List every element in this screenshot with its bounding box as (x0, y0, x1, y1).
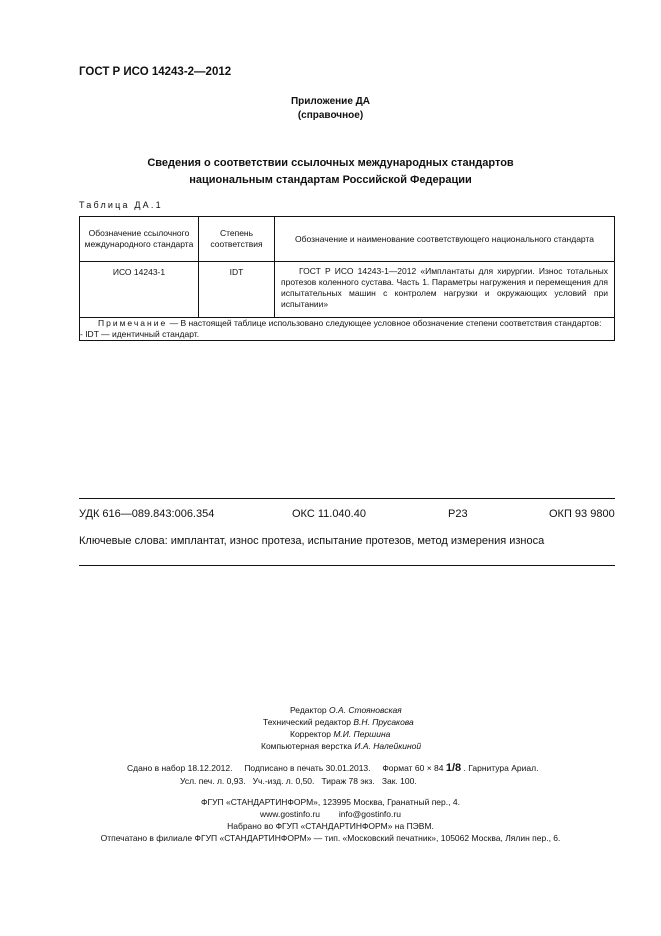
table-note (80, 318, 615, 341)
header-degree: Степень соответствия (199, 217, 275, 262)
udk-code: УДК 616—089.843:006.354 (79, 508, 215, 520)
table-caption: Таблица ДА.1 (79, 200, 163, 210)
section-title-line2: национальным стандартам Российской Федерации (189, 174, 472, 186)
publisher-line3: Набрано во ФГУП «СТАНДАРТИНФОРМ» на ПЭВМ. (227, 821, 434, 831)
document-code: ГОСТ Р ИСО 14243-2—2012 (79, 66, 232, 78)
correspondence-table (79, 216, 615, 341)
print-info-line1: Сдано в набор 18.12.2012. Подписано в печать 30.01.2013. Формат 60 × 84 1/8 . Гарнитура Ариал. (127, 762, 539, 774)
note-item: - IDT — идентичный стандарт. (80, 329, 200, 339)
publisher-line1: ФГУП «СТАНДАРТИНФОРМ», 123995 Москва, Гранатный пер., 4. (201, 797, 460, 807)
print-info-line2: Усл. печ. л. 0,93. Уч.-изд. л. 0,50. Тираж 78 экз. Зак. 100. (180, 776, 417, 786)
divider-bottom (79, 565, 615, 566)
annex-title: Приложение ДА (290, 96, 371, 107)
publisher-block (0, 796, 661, 844)
table-header-row (80, 217, 615, 262)
header-national-standard: Обозначение и наименование соответствующего национального стандарта (275, 217, 615, 262)
credit-layout: Компьютерная верстка И.А. Налейкиной (261, 741, 422, 751)
oks-code: ОКС 11.040.40 (292, 508, 366, 520)
note-text: — В настоящей таблице использовано следующее условное обозначение степени соответствия стандартов: (169, 318, 602, 328)
cell-ref-standard: ИСО 14243-1 (80, 262, 199, 318)
section-title-line1: Сведения о соответствии ссылочных международных стандартов (147, 157, 514, 169)
credit-corrector: Корректор М.И. Першина (290, 729, 391, 739)
table-note-row (80, 318, 615, 341)
section-title (0, 155, 661, 189)
format-fraction: 1/8 (445, 762, 462, 774)
keywords: Ключевые слова: имплантат, износ протеза, испытание протезов, метод измерения износа (79, 535, 545, 547)
credit-tech-editor: Технический редактор В.Н. Прусакова (263, 717, 414, 727)
table-row (80, 262, 615, 318)
note-label: Примечание (98, 318, 168, 328)
publisher-web: www.gostinfo.ru info@gostinfo.ru (260, 809, 401, 819)
header-ref-standard: Обозначение ссылочного международного стандарта (80, 217, 199, 262)
r-code: Р23 (448, 508, 468, 520)
okp-code: ОКП 93 9800 (549, 508, 615, 520)
publisher-line4: Отпечатано в филиале ФГУП «СТАНДАРТИНФОРМ» — тип. «Московский печатник», 105062 Москва, Лялин пер., 6. (100, 833, 561, 843)
divider-top (79, 498, 615, 499)
credit-editor: Редактор О.А. Стояновская (290, 705, 402, 715)
cell-degree: IDT (199, 262, 275, 318)
national-standard-text: ГОСТ Р ИСО 14243-1—2012 «Имплантаты для хирургии. Износ тотальных протезов коленного сустава. Часть 1. Параметры нагружения и перемещения для испытательных машин с контролем нагрузки и окружающих условий при испытании» (281, 266, 608, 309)
cell-national-standard (275, 262, 615, 318)
annex-subtitle: (справочное) (297, 110, 364, 121)
